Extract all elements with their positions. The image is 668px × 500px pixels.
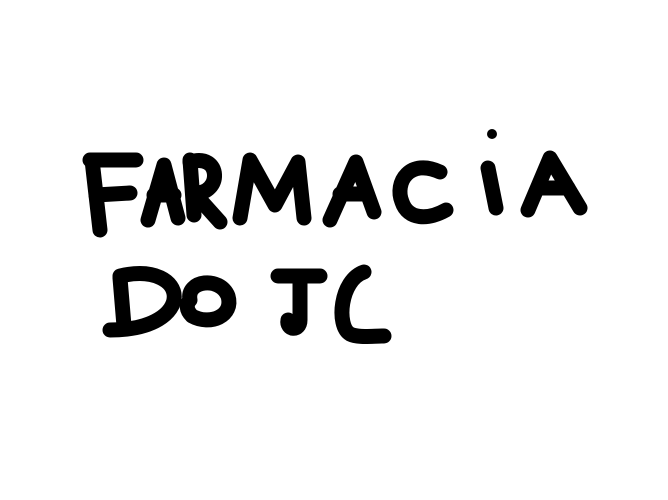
letter-f (90, 160, 136, 230)
letter-r (190, 160, 220, 222)
text-line-farmacia (90, 129, 580, 230)
letter-a (148, 165, 178, 220)
letter-c (400, 168, 446, 217)
letter-j (278, 276, 320, 328)
text-line-do-jc (110, 272, 384, 337)
letter-c (342, 272, 384, 337)
letter-m (240, 160, 304, 218)
letter-o (187, 283, 229, 320)
letter-a (330, 162, 374, 220)
letter-d (110, 274, 174, 330)
letter-a (528, 158, 580, 210)
letter-i (487, 129, 497, 208)
